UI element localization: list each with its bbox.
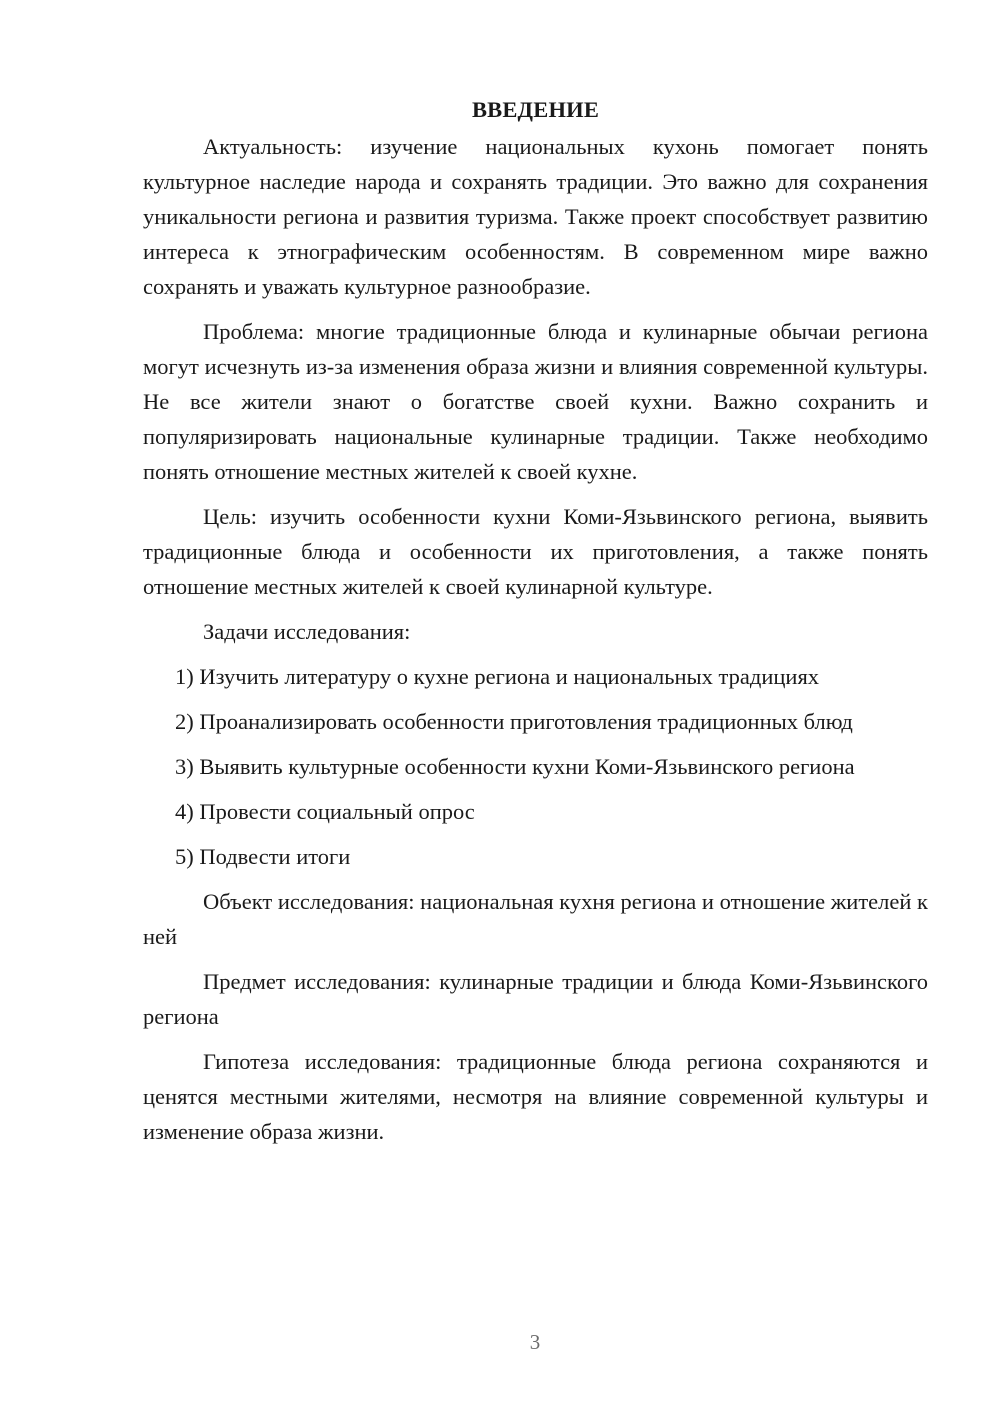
paragraph-relevance: Актуальность: изучение национальных кухонь помогает понять культурное наследие народа и сохранять традиции. Это важно для сохранения уникальности региона и развития туризма. Также проект способствует развитию интереса к этнографическим особенностям. В современном мире важно сохранять и уважать культурное разнообразие. [143, 134, 928, 299]
paragraph-hypothesis: Гипотеза исследования: традиционные блюда региона сохраняются и ценятся местными жителями, несмотря на влияние современной культуры и изменение образа жизни. [143, 1049, 928, 1144]
task-item-2: 2) Проанализировать особенности приготовления традиционных блюд [175, 709, 853, 734]
tasks-heading: Задачи исследования: [203, 619, 411, 644]
task-item-5: 5) Подвести итоги [175, 844, 351, 869]
task-item-4: 4) Провести социальный опрос [175, 799, 475, 824]
page-number: 3 [529, 1330, 541, 1354]
task-item-1: 1) Изучить литературу о кухне региона и национальных традициях [175, 664, 820, 689]
paragraph-subject: Предмет исследования: кулинарные традиции и блюда Коми-Язьвинского региона [143, 969, 928, 1029]
task-item-3: 3) Выявить культурные особенности кухни Коми-Язьвинского региона [175, 754, 855, 779]
paragraph-problem: Проблема: многие традиционные блюда и кулинарные обычаи региона могут исчезнуть из-за изменения образа жизни и влияния современной культуры. Не все жители знают о богатстве своей кухни. Важно сохранить и популяризировать национальные кулинарные традиции. Также необходимо понять отношение местных жителей к своей кухне. [143, 319, 928, 484]
section-title: ВВЕДЕНИЕ [471, 97, 600, 122]
paragraph-goal: Цель: изучить особенности кухни Коми-Язьвинского региона, выявить традиционные блюда и особенности их приготовления, а также понять отношение местных жителей к своей кулинарной культуре. [143, 504, 928, 599]
page-body [143, 92, 928, 1149]
paragraph-object: Объект исследования: национальная кухня региона и отношение жителей к ней [143, 889, 928, 949]
